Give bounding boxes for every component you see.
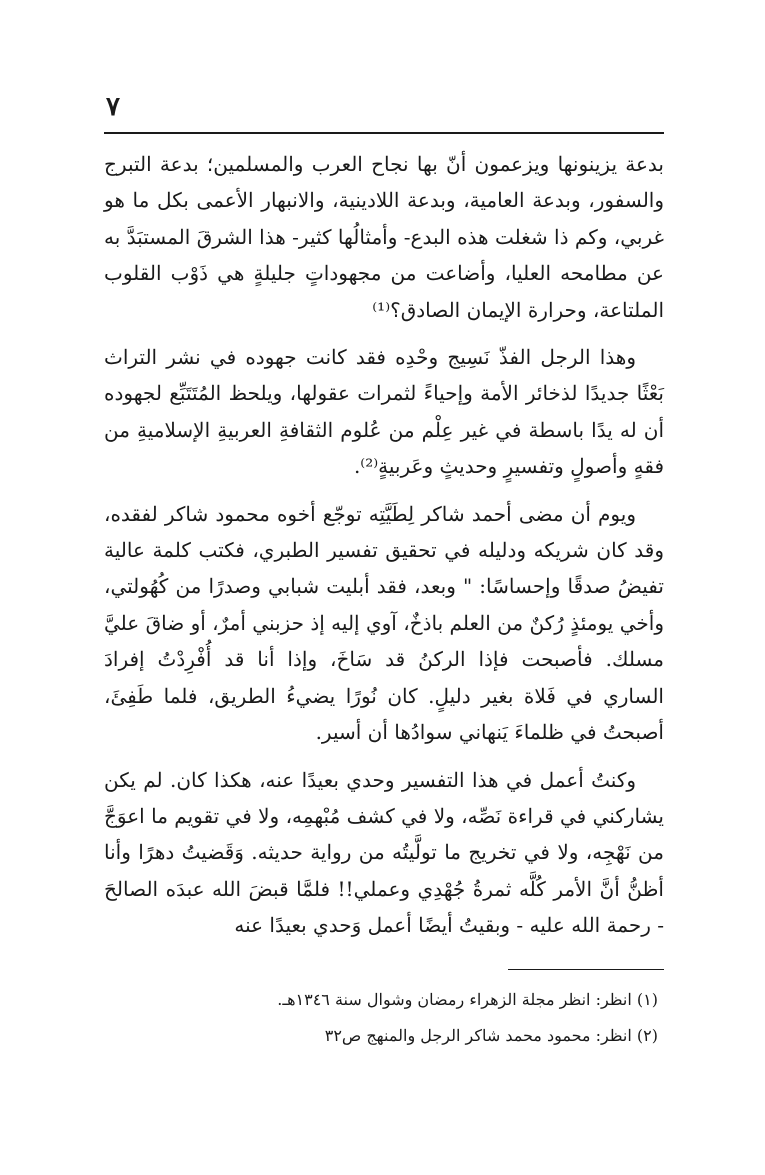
footnotes [104, 982, 664, 1054]
paragraph: ويوم أن مضى أحمد شاكر لِطَيَّتِه توجّع أخوه محمود شاكر لفقده، وقد كان شريكه ودليله في تحقيق تفسير الطبري، فكتب كلمة عالية تفيضُ صدقًا وإحساسًا: " وبعد، فقد أبليت شبابي وصدرًا من كُهُولتي، وأخي يومئذٍ رُكنٌ من العلم باذخٌ، آوي إليه إذ حزبني أمرٌ، أو ضاقَ عليَّ مسلك. فأصبحت فإذا الركنُ قد سَاخَ، وإذا أنا قد أُفْرِدْتُ إفرادَ الساري في فَلاة بغير دليلٍ. كان نُورًا يضيءُ الطريق، فلما طَفِئَ، أصبحتُ في ظلماءَ يَنهاني سوادُها أن أسير. [104, 501, 664, 745]
footnote: (١) انظر: انظر مجلة الزهراء رمضان وشوال سنة ١٣٤٦هـ. [277, 990, 658, 1009]
paragraph: وهذا الرجل الفذّ نَسِيج وحْدِه فقد كانت جهوده في نشر التراث بَعْثًا جديدًا لذخائر الأمة وإحياءً لثمرات عقولها، ويلحظ المُتَتَبِّع لجهوده أن له يدًا باسطة في غير عِلْم من عُلوم الثقافةِ العربيةِ الإسلاميةِ من فقهٍ وأصولٍ وتفسيرٍ وحديثٍ وعَربيةٍ⁽²⁾. [104, 345, 664, 479]
footnote-rule [508, 969, 664, 970]
header-rule [104, 132, 664, 134]
paragraph: بدعة يزينونها ويزعمون أنّ بها نجاح العرب والمسلمين؛ بدعة التبرج والسفور، وبدعة العامية، وبدعة اللادينية، والانبهار الأعمى بكل ما هو غربي، وكم ذا شغلت هذه البدع- وأمثالُها كثير- هذا الشرقَ المستبَدَّ به عن مطامحه العليا، وأضاعت من مجهوداتٍ جليلةٍ هي ذَوْب القلوب الملتاعة، وحرارة الإيمان الصادق؟⁽¹⁾ [104, 152, 664, 322]
page-number: ٧ [106, 92, 120, 122]
paragraph: وكنتُ أعمل في هذا التفسير وحدي بعيدًا عنه، هكذا كان. لم يكن يشاركني في قراءة نَصِّه، ولا في كشف مُبْهمِه، ولا في تقويم ما اعوَجَّ من نَهْجِه، ولا في تخريج ما تولَّيتُه من رواية حديثه. وَقَضيتُ دهرًا وأنا أظنُّ أنَّ الأمر كُلَّه ثمرةُ جُهْدِي وعملي!! فلمَّا قبضَ الله عبدَه الصالحَ - رحمة الله عليه - وبقيتُ أيضًا أعمل وَحدي بعيدًا عنه [104, 767, 664, 938]
body-text [104, 146, 664, 944]
footnote: (٢) انظر: محمود محمد شاكر الرجل والمنهج ص٣٢ [324, 1026, 658, 1045]
